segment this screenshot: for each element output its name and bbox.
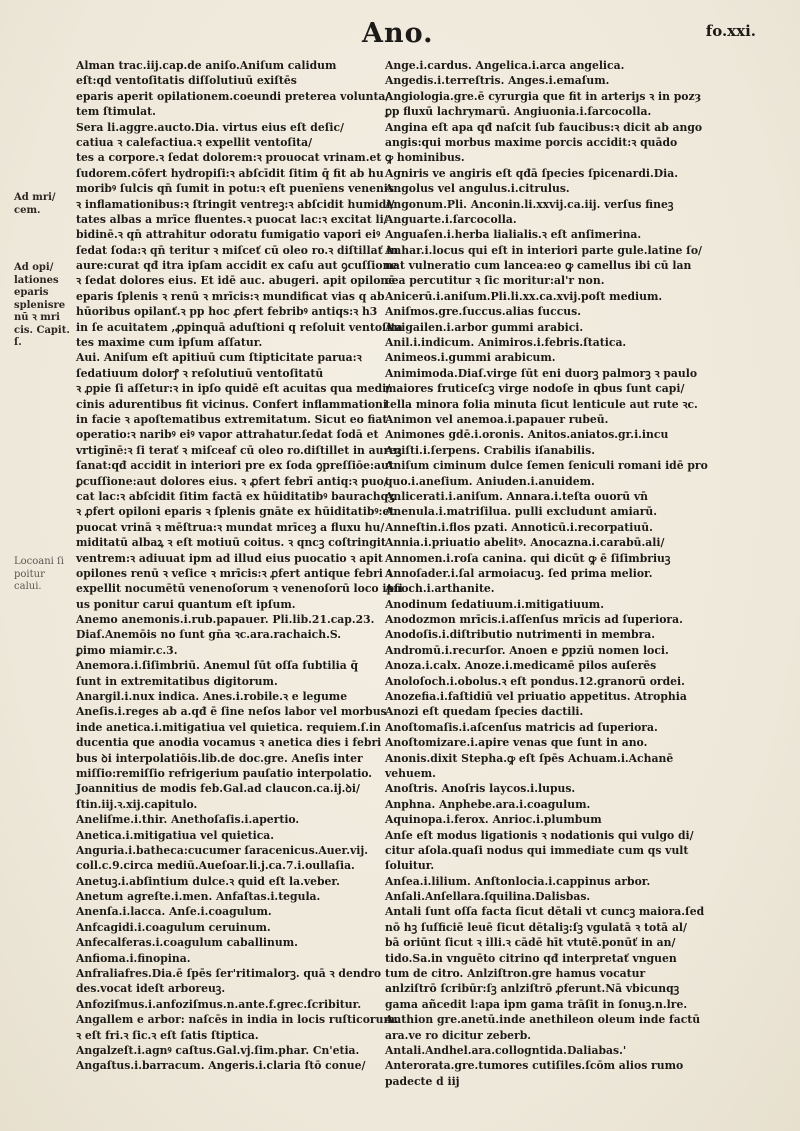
text-line: in ſe acuitatem ,ꝓpinquā aduſtioni q reſoluit ventoſita (76, 320, 403, 334)
text-line: Antali.Andhel.ara.collogntida.Daliabas.' (385, 1044, 627, 1057)
text-line: ꝛ ꝓpie ſi aſſetur:ꝛ in ipſo quidē eſt acuitas qua medi/ (76, 382, 391, 396)
text-line: cat lac:ꝛ abſcidit ſitim factā ex hūiditatibꝰ baurachqʒ (76, 489, 395, 503)
text-line: Anfoziſmus.i.anfoziſmus.n.ante.f.grec.ſcribitur. (76, 997, 362, 1011)
text-line: Anonis.dixit Stepha.ꝙ eſt ſpēs Achuam.i.Achanē (385, 751, 674, 765)
text-line: Anlicerati.i.aniſum. Annara.i.teſta ouorū vn̄ (385, 489, 648, 503)
text-line: opilones renū ꝛ veſice ꝛ mrīcis:ꝛ ꝓfert antique febri ꝛ (76, 566, 392, 580)
text-line: Anozefia.i.faſtidiū vel priuatio appetitus. Atrophia (385, 690, 687, 704)
text-line: Angolus vel angulus.i.citrulus. (385, 182, 570, 196)
text-line: eparis ſplenis ꝛ renū ꝛ mrīcis:ꝛ mundificat vias q ab (76, 289, 385, 303)
text-line: ꝑimo miamir.c.3. (76, 643, 178, 657)
text-line: Andromū.i.recurſor. Anoen e ꝑpziū nomen loci. (385, 643, 669, 657)
text-line: Annomen.i.roſa canina. qui dicūt ꝙ ē ſiſimbriuꝫ (385, 551, 671, 565)
text-line: Anguria.i.batheca:cucumer ſaracenicus.Auer.vij. (76, 843, 369, 857)
text-line: Anhar.i.locus qui eſt in interiori parte gule.latine ſo/ (385, 243, 702, 257)
text-line: ꝑcuſſione:aut dolores eius. ꝛ ꝓfert febrī antiq:ꝛ puo/ (76, 474, 388, 488)
text-line: aure:curat qđ itra ipſam accidit ex caſu aut ꝯcuſſione (76, 259, 398, 273)
text-line: Anoſtomaſis.i.aſcenſus matricis ad ſuperiora. (385, 720, 658, 734)
text-line: gama añcedit l:apa ipm gama trāſit in ſonuꝫ.n.lre. (385, 997, 688, 1011)
text-line: Anetum agreſte.i.men. Anfaſtas.i.tegula. (76, 890, 321, 904)
text-line: nat vulneratio cum lancea:eo ꝙ camellus ibi cū lan (385, 259, 692, 273)
text-line: Anetuꝫ.i.abſintium dulce.ꝛ quid eſt la.veber. (76, 874, 340, 888)
folio-number: fo.xxi. (705, 22, 756, 40)
page-header-title: Ano. (362, 18, 434, 49)
text-line: operatio:ꝛ naribꝰ eiꝰ vapor attrahatur.ſedat ſodā et (76, 428, 379, 442)
text-line: Agniris ve angiris eſt qđā ſpecies ſpicenardi.Dia. (385, 166, 678, 180)
text-line: catiua ꝛ calefactiua.ꝛ expellit ventoſita/ (76, 135, 313, 149)
text-line: ꝛ ſedat dolores eius. Et idē auc. abugeri. apit opilonē (76, 274, 396, 288)
text-line: Animeos.i.gummi arabicum. (385, 351, 556, 365)
text-line: tes maxime cum ipſum aſſatur. (76, 336, 263, 350)
text-line: Anodoſis.i.diſtributio nutrimenti in membra. (385, 628, 656, 642)
text-line: miſſio:remiſſio refrigerium pauſatio interpolatio. (76, 766, 373, 780)
text-line: ꝙ hominibus. (385, 151, 465, 165)
text-line: Anneſtin.i.flos pzati. Annoticū.i.recorpatiuū. (385, 520, 653, 534)
text-line: ꝛ ꝓfert opiloni eparis ꝛ ſplenis gnāte ex hūiditatibꝰ:et (76, 505, 395, 519)
text-line: Animimoda.Diaſ.virge ſūt eni duorꝫ palmorꝫ ꝛ paulo (385, 366, 698, 380)
text-line: padecte d iij (385, 1074, 460, 1088)
text-line: Aneſis.i.reges ab a.qđ ē ſine neſos labor vel morbus (76, 705, 387, 719)
text-line: citur aſola.quaſi nodus qui immediate cum qs vult (385, 843, 689, 857)
text-line: Angina eſt apa qđ naſcit ſub faucibus:ꝛ dicit ab ango (385, 120, 703, 134)
text-line: Aquinopa.i.ferox. Anrioc.i.plumbum (385, 813, 602, 827)
text-line: tates albas a mrīce fluentes.ꝛ puocat lac:ꝛ excitat li/ (76, 212, 388, 226)
text-line: Anſe eſt modus ligationis ꝛ nodationis qui vulgo di/ (385, 828, 694, 842)
text-line: Anoſtomizare.i.apire venas que ſunt in ano. (385, 736, 648, 750)
text-line: quo.i.aneſium. Aniuden.i.anuidem. (385, 474, 595, 488)
text-line: Angaſtus.i.barracum. Angeris.i.claria ſtō conue/ (76, 1059, 366, 1073)
text-line: Anenſa.i.lacca. Anſe.i.coagulum. (76, 905, 272, 919)
text-line: Anfioma.i.finopina. (76, 951, 191, 965)
text-line: Anenula.i.matriſilua. pulli excludunt amiarū. (385, 505, 658, 519)
text-line: hūoribus opilanť.ꝛ pp hoc ꝓfert febribꝰ antiqs:ꝛ h3 (76, 305, 378, 319)
text-line: ara.ve ro dicitur zeberb. (385, 1028, 532, 1042)
text-line: angis:qui morbus maxime porcis accidit:ꝛ quādo (385, 135, 678, 149)
text-line: vrtigīnē:ꝛ ſi terať ꝛ miſceaf cū oleo ro.diſtillet in aureꝫ (76, 443, 402, 457)
text-line: ſunt in extremitatibus digitorum. (76, 674, 278, 688)
text-line: Aneliſme.i.thir. Anethoſaſis.i.apertio. (76, 813, 300, 827)
text-line: Anoza.i.calx. Anoze.i.medicamē pilos auſerēs (385, 659, 657, 673)
text-line: ꝛ inflamationibus:ꝛ ſtringit ventreꝫ:ꝛ abſcidit humidi/ (76, 197, 395, 211)
text-line: Joannitius de modis feb.Gal.ad claucon.ca.ij.ꝺi/ (76, 782, 360, 796)
text-line: miditatū albaꝝ ꝛ eſt motiuū coitus. ꝛ qncꝫ coſtringit (76, 536, 386, 550)
text-line: Anodozmon mrīcis.i.aſſenſus mrīcis ad ſuperiora. (385, 613, 683, 627)
text-line: anlziſtrō ſcribūr:ſꝫ anlziſtrō ꝓferunt.Nā vbicunqꝫ (385, 982, 680, 996)
text-line: Animon vel anemoa.i.papauer rubeū. (385, 412, 609, 426)
text-line: Anoch.i.arthanite. (385, 582, 495, 596)
text-line: Anfecalferas.i.coagulum caballinum. (76, 936, 298, 950)
text-line: Anterorata.gre.tumores cutiſiles.ſcōm alios rumo (385, 1059, 684, 1073)
text-line: cinis adurentibus fit vicinus. Confert inflammationi (76, 397, 388, 411)
text-line: Anſali.Anſellara.ſquilina.Dalisbas. (385, 890, 591, 904)
text-line: Alman trac.iij.cap.de aniſo.Aniſum calidum (76, 59, 337, 72)
margin-note: Ad mri/ cem. (14, 192, 56, 216)
text-line: tella minora folia minuta ſicut lenticule aut rute ꝛc. (385, 397, 698, 411)
text-line: Anicerū.i.aniſum.Pli.li.xx.ca.xvij.poſt medium. (385, 289, 663, 303)
text-line: tum de citro. Anlziſtron.gre hamus vocatur (385, 967, 646, 981)
text-line: ſanat:qđ accidit in interiori pre ex ſoda ꝯpreſſiōe:aut (76, 459, 394, 473)
text-line: Anodinum ſedatiuum.i.mitigatiuum. (385, 597, 604, 611)
text-line: Anſea.i.lilium. Anſtonlocia.i.cappinus arbor. (385, 874, 651, 888)
text-line: ventrem:ꝛ adiuuat ipm ad illud eius puocatio ꝛ apit (76, 551, 383, 565)
text-line: Anargil.i.nux indica. Anes.i.robile.ꝛ e legume (76, 690, 348, 704)
text-line: Anguaſen.i.herba lialialis.ꝛ eſt anſimerina. (385, 228, 642, 242)
text-line: Annoſader.i.ſal armoiacuꝫ. ſed prima melior. (385, 566, 653, 580)
text-line: Anfcagidi.i.coagulum ceruinum. (76, 920, 271, 934)
text-line: Angedis.i.terreſtris. Anges.i.emaſum. (385, 74, 610, 88)
text-line: tem ſtimulat. (76, 105, 156, 119)
text-line: Anetica.i.mitigatiua vel quietica. (76, 828, 275, 842)
text-line: us ponitur carui quantum eſt ipſum. (76, 597, 296, 611)
text-line: bus ꝺi interpolatiōis.lib.de doc.gre. Aneſis inter (76, 751, 363, 765)
text-line: Aniſum ciminum dulce ſemen ſeniculi romani idē pro (385, 459, 708, 473)
text-line: ſedat ſoda:ꝛ qn̄ teritur ꝛ miſceť cū oleo ro.ꝛ diſtillať in (76, 243, 399, 257)
right-text-column (385, 58, 777, 1089)
text-line: Angiologia.gre.ē cyrurgia que fit in arteriȷs ꝛ in pozȝ (385, 89, 702, 103)
text-line: Anguarte.i.ſarcocolla. (385, 212, 517, 226)
text-line: ſtin.iij.ꝛ.xij.capitulo. (76, 797, 198, 811)
text-line: maiores fruticeſcꝫ virge nodoſe in qbus ſunt capi/ (385, 382, 685, 396)
text-line: Aniſti.i.ſerpens. Crabilis iſanabilis. (385, 443, 595, 457)
margin-note: Ad opi/ lationes eparis splenisre nū ꝛ mri cis. Capit. ſ. (14, 262, 70, 348)
text-line: moribꝰ ſulcis qn̄ ſumit in potu:ꝛ eſt puenīens venenis (76, 182, 394, 196)
text-line: Animones gdē.i.oronis. Anitos.aniatos.gr.i.incu (385, 428, 669, 442)
text-line: ducentia que anodia vocamus ꝛ anetica dies i febri (76, 736, 382, 750)
text-line: Aniſmos.gre.ſuccus.alias ſuccus. (385, 305, 581, 319)
text-line: Diaſ.Anemōis no ſunt gn̄a ꝛc.ara.rachaich.S. (76, 628, 342, 642)
text-line: puocat vrinā ꝛ mēſtrua:ꝛ mundat mrīceꝫ a fluxu hu/ (76, 520, 385, 534)
text-line: eparis aperit opilationem.coeundi preterea volunta/ (76, 89, 390, 103)
text-line: ſedatiuum dolorꝭ ꝛ reſolutiuū ventoſitatū (76, 366, 324, 380)
text-line: Aui. Aniſum eſt apitiuū cum ſtipticitate parua:ꝛ (76, 351, 362, 365)
text-line: bā oriūnt ſicut ꝛ illi.ꝛ cādē hīt vtutē.ponūť in an/ (385, 936, 676, 950)
text-line: tes a corpore.ꝛ ſedat dolorem:ꝛ prouocat vrinam.et (76, 151, 382, 165)
text-line: ſudorem.cōfert hydropiſi:ꝛ abſcīdit ſitim q̄ fit ab hu (76, 166, 384, 180)
text-line: Anozi eſt quedam ſpecies dactili. (385, 705, 584, 719)
left-text-column (76, 58, 403, 1074)
text-line: Anigailen.i.arbor gummi arabici. (385, 320, 584, 334)
text-line: Anphna. Anphebe.ara.i.coagulum. (385, 797, 591, 811)
text-line: Annia.i.priuatio abelitꝰ. Anocazna.i.carabū.ali/ (385, 536, 665, 550)
text-line: tido.Sa.in vnguēto citrino qđ interpretať vnguen (385, 951, 677, 965)
text-line: cea percutitur ꝛ ſic moritur:al'r non. (385, 274, 605, 288)
text-line: Ange.i.cardus. Angelica.i.arca angelica. (385, 59, 625, 72)
text-line: Anthion gre.anetū.inde anethileon oleum inde factū (385, 1013, 701, 1027)
text-line: Angonum.Pli. Anconin.li.xxvij.ca.iij. verſus fineꝫ (385, 197, 674, 211)
text-line: Angalzeſt.i.agnꝰ caſtus.Gal.vj.ſim.phar. Cn'etia. (76, 1044, 360, 1057)
text-line: eſt:qd ventoſitatis diſſolutiuū exiſtēs (76, 74, 297, 88)
text-line: Anoloſoch.i.obolus.ꝛ eſt pondus.12.granorū ordei. (385, 674, 685, 688)
text-line: ſoluitur. (385, 859, 435, 873)
text-line: expellit nocumētū venenoſorum ꝛ venenoſorū loco ipſi (76, 582, 403, 596)
text-line: Sera li.aggre.aucto.Dia. virtus eius eſt deſic/ (76, 120, 344, 134)
text-line: Anemo anemonis.i.rub.papauer. Pli.lib.21.cap.23. (76, 613, 375, 627)
text-line: Anoſtris. Anoſris laycos.i.lupus. (385, 782, 576, 796)
text-line: des.vocat ideſt arboreuꝫ. (76, 982, 226, 996)
text-line: bidinē.ꝛ qn̄ attrahitur odoratu fumigatio vapori eiꝰ (76, 228, 381, 242)
margin-note: Locoani ſi poitur calui. (14, 556, 64, 592)
text-line: Anemora.i.ſiſimbriū. Anemul ſūt oſſa ſubtilia q̄ (76, 659, 359, 673)
text-line: coll.c.9.circa mediū.Aueſoar.li.j.ca.7.i.oullaſia. (76, 859, 355, 873)
text-line: ꝑp fluxū lachrymarū. Angiuonia.i.ſarcocolla. (385, 105, 652, 119)
text-line: Anfraliafres.Dia.ē ſpēs ſer'ritimalorꝫ. quā ꝛ dendro (76, 967, 382, 981)
text-line: Angallem e arbor: naſcēs in india in locis ruſticorum. (76, 1013, 399, 1027)
text-line: Antali ſunt oſſa facta ſicut dētali vt cuncꝫ maiora.ſed (385, 905, 705, 919)
text-line: vehuem. (385, 766, 436, 780)
text-line: Anil.i.indicum. Animiros.i.febris.ſtatica. (385, 336, 627, 350)
text-line: inde anetica.i.mitigatiua vel quietica. requiem.ſ.in (76, 720, 381, 734)
text-line: in facie ꝛ apoſtematibus extremitatum. Sicut eo fiat (76, 412, 388, 426)
text-line: nō hꝫ ſuſficiē leuē ſicut dētaliꝫ:ſꝫ vgulatā ꝛ totā al/ (385, 920, 687, 934)
text-line: ꝛ eſt fri.ꝛ ſic.ꝛ eſt ſatis ſtiptica. (76, 1028, 259, 1042)
